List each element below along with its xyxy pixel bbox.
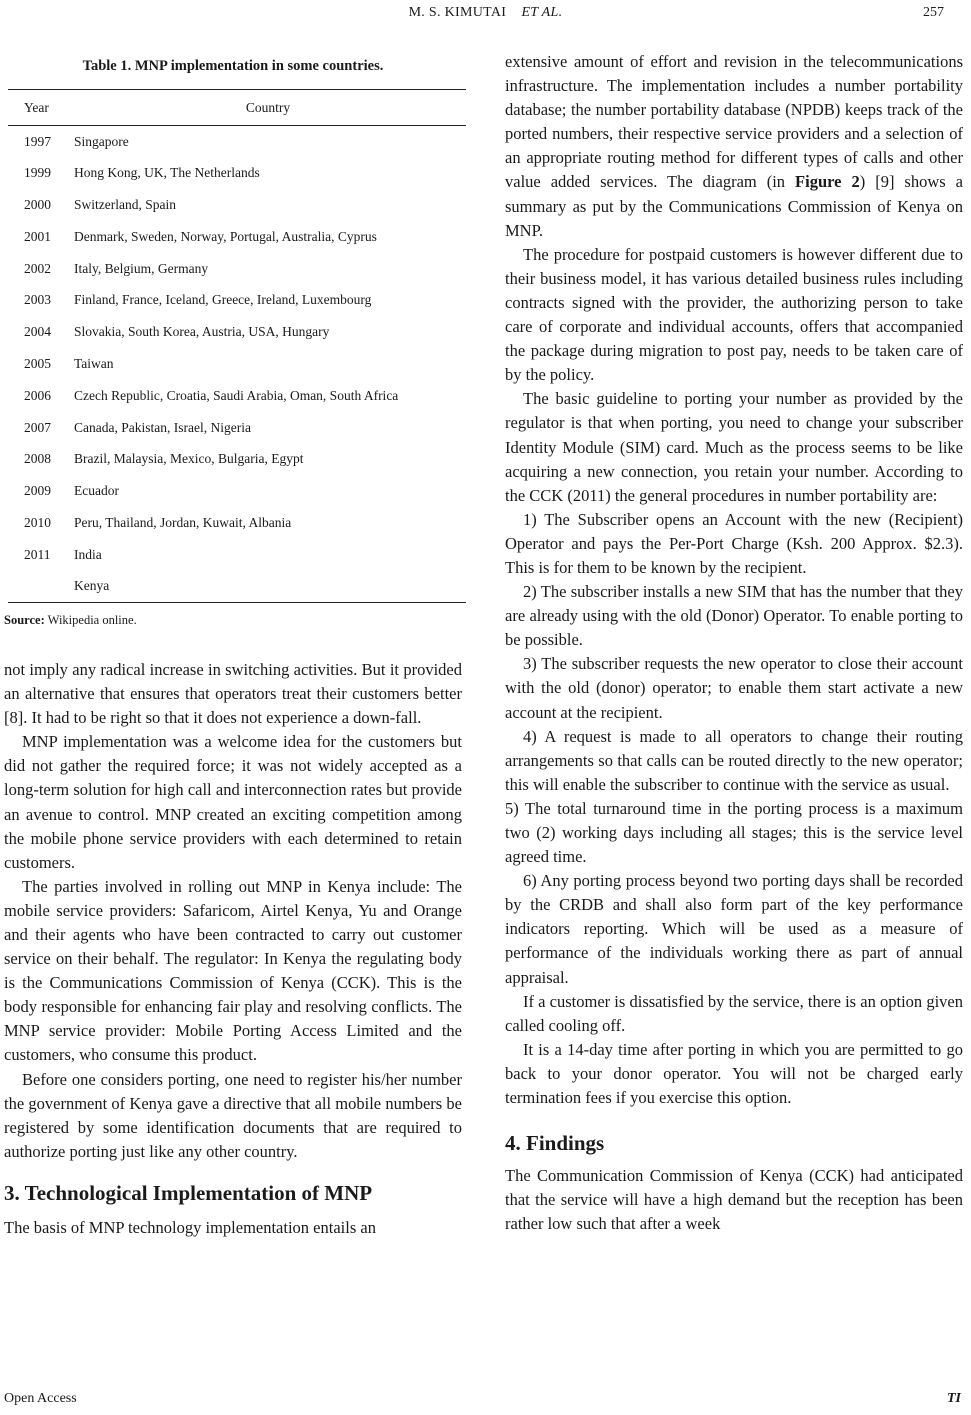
body-paragraph [505, 50, 963, 243]
cell-country: Switzerland, Spain [74, 196, 176, 212]
cell-year: 2005 [24, 355, 51, 371]
cell-country: Singapore [74, 133, 129, 149]
cell-year [8, 571, 70, 603]
figure-reference-link[interactable]: Figure 2 [795, 172, 860, 192]
table-row [8, 348, 466, 380]
table-row [8, 316, 466, 348]
table-row [8, 126, 466, 158]
page-number: 257 [923, 5, 944, 20]
mnp-table [8, 89, 466, 603]
body-paragraph: Before one considers porting, one need to register his/her number the government of Kenya gave a directive that all mobile numbers be registered by some identification documents that are required to authorize porting just like any other country. [4, 1069, 462, 1161]
cell-country: Taiwan [74, 355, 114, 371]
procedure-step: 2) The subscriber installs a new SIM that has the number that they are already using with the old (Donor) Operator. To enable porting to be possible. [505, 582, 963, 650]
cell-country: Canada, Pakistan, Israel, Nigeria [74, 419, 251, 435]
source-text: Wikipedia online. [44, 612, 137, 627]
cell-year: 2008 [24, 451, 51, 467]
procedure-step: 3) The subscriber requests the new operator to close their account with the old (donor) operator; to enable them start activate a new account at the recipient. [505, 654, 963, 722]
cell-year: 2002 [24, 260, 51, 276]
table-row [8, 380, 466, 412]
table-source [4, 613, 462, 628]
body-paragraph: The parties involved in rolling out MNP in Kenya include: The mobile service providers: Safaricom, Airtel Kenya, Yu and Orange and their agents who have been contracted to carry out customer service on their behalf. The regulator: In Kenya the regulating body is the Communications Commission of Kenya (CCK). This is the body responsible for enhancing fair play and resolving conflicts. The MNP service provider: Mobile Porting Access Limited and the customers, who consume this product. [4, 876, 462, 1065]
header-year: Year [24, 99, 49, 115]
body-paragraph: The basic guideline to porting your number as provided by the regulator is that when porting, you need to change your subscriber Identity Module (SIM) card. Much as the process seems to be like acquiring a new connection, you retain your number. According to the CCK (2011) the general procedures in number portability are: [505, 389, 963, 505]
source-label: Source: [4, 612, 45, 627]
procedure-step: 5) The total turnaround time in the porting process is a maximum two (2) working days including all stages; this is the service level agreed time. [505, 798, 963, 867]
authors-prefix: M. S. KIMUTAI [408, 5, 507, 20]
cell-country: Kenya [74, 578, 110, 594]
cell-year: 2006 [24, 387, 51, 403]
cell-year: 1999 [24, 165, 51, 181]
table-row [8, 253, 466, 285]
body-paragraph: MNP implementation was a welcome idea for the customers but did not gather the required force; it was not widely accepted as a long-term solution for high call and interconnection rates but provide an avenue to control. MNP created an exciting competition among the mobile phone service providers with each determined to retain customers. [4, 732, 462, 872]
body-paragraph: not imply any radical increase in switching activities. But it provided an alternative that ensures that operators treat their customers better [8]. It had to be right so that it does not experience a down-fall. [4, 659, 462, 728]
left-column [4, 50, 462, 1240]
text-before-figure-ref: extensive amount of effort and revision in the telecommunications infrastructure. The implementation includes a number portability database; the number portability database (NPDB) keeps track of the ported numbers, their respective service providers and a selection of an appropriate routing method for different types of calls and other value added services. The diagram (in [505, 52, 963, 192]
cell-year: 2011 [24, 546, 51, 562]
table-row [8, 284, 466, 316]
running-head [0, 5, 971, 27]
body-paragraph: If a customer is dissatisfied by the service, there is an option given called cooling off. [505, 991, 963, 1035]
body-paragraph: The Communication Commission of Kenya (CCK) had anticipated that the service will have a high demand but the reception has been rather low such that after a week [505, 1166, 963, 1234]
body-paragraph: It is a 14-day time after porting in which you are permitted to go back to your donor operator. You will not be charged early termination fees if you exercise this option. [505, 1039, 963, 1108]
cell-year: 2007 [24, 419, 51, 435]
journal-abbreviation: TI [947, 1391, 961, 1406]
table-row [8, 571, 466, 603]
cell-year: 2003 [24, 292, 51, 308]
table-row [8, 539, 466, 571]
header-country: Country [245, 99, 291, 115]
cell-year: 1997 [24, 133, 51, 149]
cell-country: Hong Kong, UK, The Netherlands [74, 165, 260, 181]
body-paragraph: The basis of MNP technology implementation entails an [4, 1217, 376, 1237]
section-heading-findings: 4. Findings [505, 1131, 605, 1156]
table-row [8, 189, 466, 221]
open-access-label: Open Access [4, 1391, 77, 1406]
table-row [8, 221, 466, 253]
procedure-step: 4) A request is made to all operators to change their routing arrangements so that calls can be routed directly to the new operator; this will enable the subscriber to continue with the service as usual. [505, 726, 963, 794]
cell-country: Brazil, Malaysia, Mexico, Bulgaria, Egypt [74, 451, 304, 467]
cell-country: Italy, Belgium, Germany [74, 260, 209, 276]
text-after-figure-ref: ) [9] shows a summary as put by the Communications Commission of Kenya on MNP. [505, 172, 963, 240]
table-header-row [8, 90, 466, 126]
authors-et-al: ET AL. [521, 5, 563, 20]
cell-year: 2000 [24, 196, 51, 212]
cell-year: 2010 [24, 514, 51, 530]
procedure-step: 1) The Subscriber opens an Account with the new (Recipient) Operator and pays the Per-Port Charge (Ksh. 200 Approx. $2.3). This is for them to be known by the recipient. [505, 509, 963, 577]
cell-country: Finland, France, Iceland, Greece, Ireland, Luxembourg [74, 292, 372, 308]
running-head-authors [0, 5, 971, 21]
body-paragraph: The procedure for postpaid customers is however different due to their business model, it has various detailed business rules including contracts signed with the provider, the authorizing person to take care of corporate and individual accounts, offers that accompanied the package during migration to post pay, needs to be taken care of by the policy. [505, 244, 963, 385]
table-row [8, 475, 466, 507]
table-row [8, 412, 466, 444]
table-row [8, 507, 466, 539]
table-row [8, 443, 466, 475]
table-caption: Table 1. MNP implementation in some countries. [82, 58, 384, 74]
cell-country: Peru, Thailand, Jordan, Kuwait, Albania [74, 514, 292, 530]
cell-country: Czech Republic, Croatia, Saudi Arabia, Oman, South Africa [74, 387, 399, 403]
cell-country: Denmark, Sweden, Norway, Portugal, Australia, Cyprus [74, 228, 377, 244]
cell-year: 2009 [24, 483, 51, 499]
page-footer [4, 1391, 961, 1413]
cell-country: Ecuador [74, 483, 119, 499]
left-body-text [4, 658, 462, 1240]
section-heading-technological-implementation: 3. Technological Implementation of MNP [4, 1180, 373, 1205]
cell-year: 2004 [24, 324, 51, 340]
table-row [8, 157, 466, 189]
cell-country: Slovakia, South Korea, Austria, USA, Hungary [74, 324, 330, 340]
cell-country: India [74, 546, 102, 562]
cell-year: 2001 [24, 228, 51, 244]
right-column [505, 50, 963, 1236]
procedure-step: 6) Any porting process beyond two porting days shall be recorded by the CRDB and shall also form part of the key performance indicators reporting. Which will be used as a measure of performance of the individuals working there as part of annual appraisal. [505, 871, 963, 987]
